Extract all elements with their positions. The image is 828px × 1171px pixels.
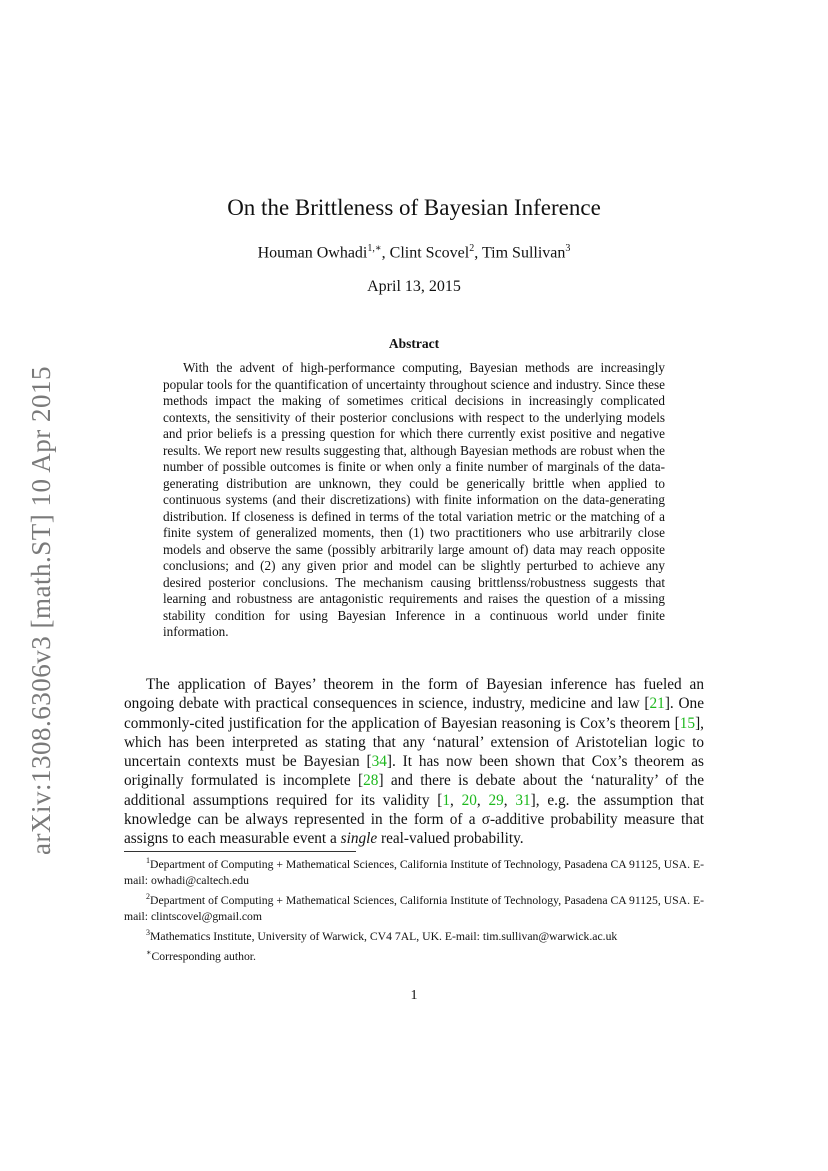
body-text-run: ], which has been interpreted as stating that any ‘natural’ extension of Aristotelian logic to uncertain contexts must be Bayesian [: [124, 714, 704, 771]
footnote-text: Department of Computing + Mathematical Sciences, California Institute of Technology, Pasadena CA 91125, USA. E-mail: owhadi@caltech.edu: [124, 857, 704, 887]
citation-link[interactable]: 29: [488, 791, 504, 809]
author-affiliation-mark: 3: [565, 243, 571, 254]
footnote-mark: 2: [146, 891, 150, 901]
citation-link[interactable]: 21: [649, 695, 665, 713]
author-name: Clint Scovel: [389, 244, 470, 262]
body-text-run: ] and there is debate about the ‘naturality’ of the additional assumptions required for its validity [: [124, 772, 704, 809]
citation-link[interactable]: 20: [461, 791, 477, 809]
author-affiliation-mark: 2: [469, 243, 475, 254]
abstract-heading: Abstract: [388, 336, 440, 351]
footnote: [124, 853, 704, 889]
citation-link[interactable]: 15: [679, 714, 696, 732]
citation-separator: ,: [476, 791, 489, 809]
arxiv-stamp: arXiv:1308.6306v3 [math.ST] 10 Apr 2015: [26, 366, 56, 855]
footnote-mark: ∗: [146, 947, 152, 957]
footnote-text: Department of Computing + Mathematical Sciences, California Institute of Technology, Pasadena CA 91125, USA. E-mail: clintscovel@gmail.com: [124, 893, 704, 923]
footnote-mark: 1: [146, 856, 150, 865]
citation-link[interactable]: 31: [515, 791, 531, 809]
author-name: Houman Owhadi: [257, 244, 368, 262]
footnote-text: Mathematics Institute, University of Warwick, CV4 7AL, UK. E-mail: tim.sullivan@warwick.ac.uk: [150, 929, 618, 943]
citation-link[interactable]: 34: [371, 753, 387, 771]
citation-link[interactable]: 28: [363, 772, 379, 790]
citation-separator: ,: [450, 791, 462, 809]
abstract-text: With the advent of high-performance computing, Bayesian methods are increasingly popular tools for the quantification of uncertainty throughout science and industry. Since these methods impact the making of sometimes critical decisions in increasingly complicated contexts, the sensitivity of their posterior conclusions with respect to the underlying models and prior beliefs is a pressing question for which there currently exist positive and negative results. We report new results suggesting that, although Bayesian methods are robust when the number of possible outcomes is finite or when only a finite number of marginals of the data-generating distribution are unknown, they could be generically brittle when applied to continuous systems (and their discretizations) with finite information on the data-generating distribution. If closeness is defined in terms of the total variation metric or the matching of a finite system of generalized moments, then (1) two practitioners who use arbitrarily close models and observe the same (possibly arbitrarily large amount of) data may reach opposite conclusions; and (2) any given prior and model can be slightly perturbed to achieve any desired posterior conclusions. The mechanism causing brittlenss/robustness suggests that learning and robustness are antagonistic requirements and raises the question of a missing stability condition for using Bayesian Inference in a continuous world under finite information.: [163, 360, 665, 639]
citation-link[interactable]: 1: [442, 791, 451, 809]
body-text-run: ], e.g. the assumption that knowledge can be always represented in the form of a σ-additive probability measure that assigns to each measurable event a: [124, 791, 704, 848]
paper-date: April 13, 2015: [367, 278, 461, 295]
body-text-run: The application of Bayes’ theorem in the form of Bayesian inference has fueled an ongoing debate with practical consequences in science, industry, medicine and law [: [124, 676, 704, 713]
author-name: Tim Sullivan: [481, 244, 566, 262]
footnote-mark: 3: [146, 927, 150, 937]
body-text-run: real-valued probability.: [377, 830, 524, 848]
page-number: 1: [410, 988, 418, 1003]
citation-separator: ,: [503, 791, 516, 809]
emphasis-text: single: [340, 830, 378, 848]
footnote: [124, 925, 704, 945]
intro-paragraph: [124, 675, 704, 849]
footnotes: [124, 853, 704, 965]
body-text-run: ]. One commonly-cited justification for the application of Bayesian reasoning is Cox’s theorem [: [124, 695, 704, 732]
author-list: Houman Owhadi$^{1,∗}$, Clint Scovel$^2$, Tim Sullivan$^3$: [257, 243, 571, 262]
footnote-text: Corresponding author.: [151, 949, 256, 963]
author-affiliation-mark: 1,∗: [367, 243, 382, 254]
paper-title: On the Brittleness of Bayesian Inference: [227, 195, 601, 220]
footnote-divider: [124, 851, 356, 852]
body-text-run: ]. It has now been shown that Cox’s theorem as originally formulated is incomplete [: [124, 753, 704, 790]
footnote: [124, 945, 704, 965]
footnote: [124, 889, 704, 925]
